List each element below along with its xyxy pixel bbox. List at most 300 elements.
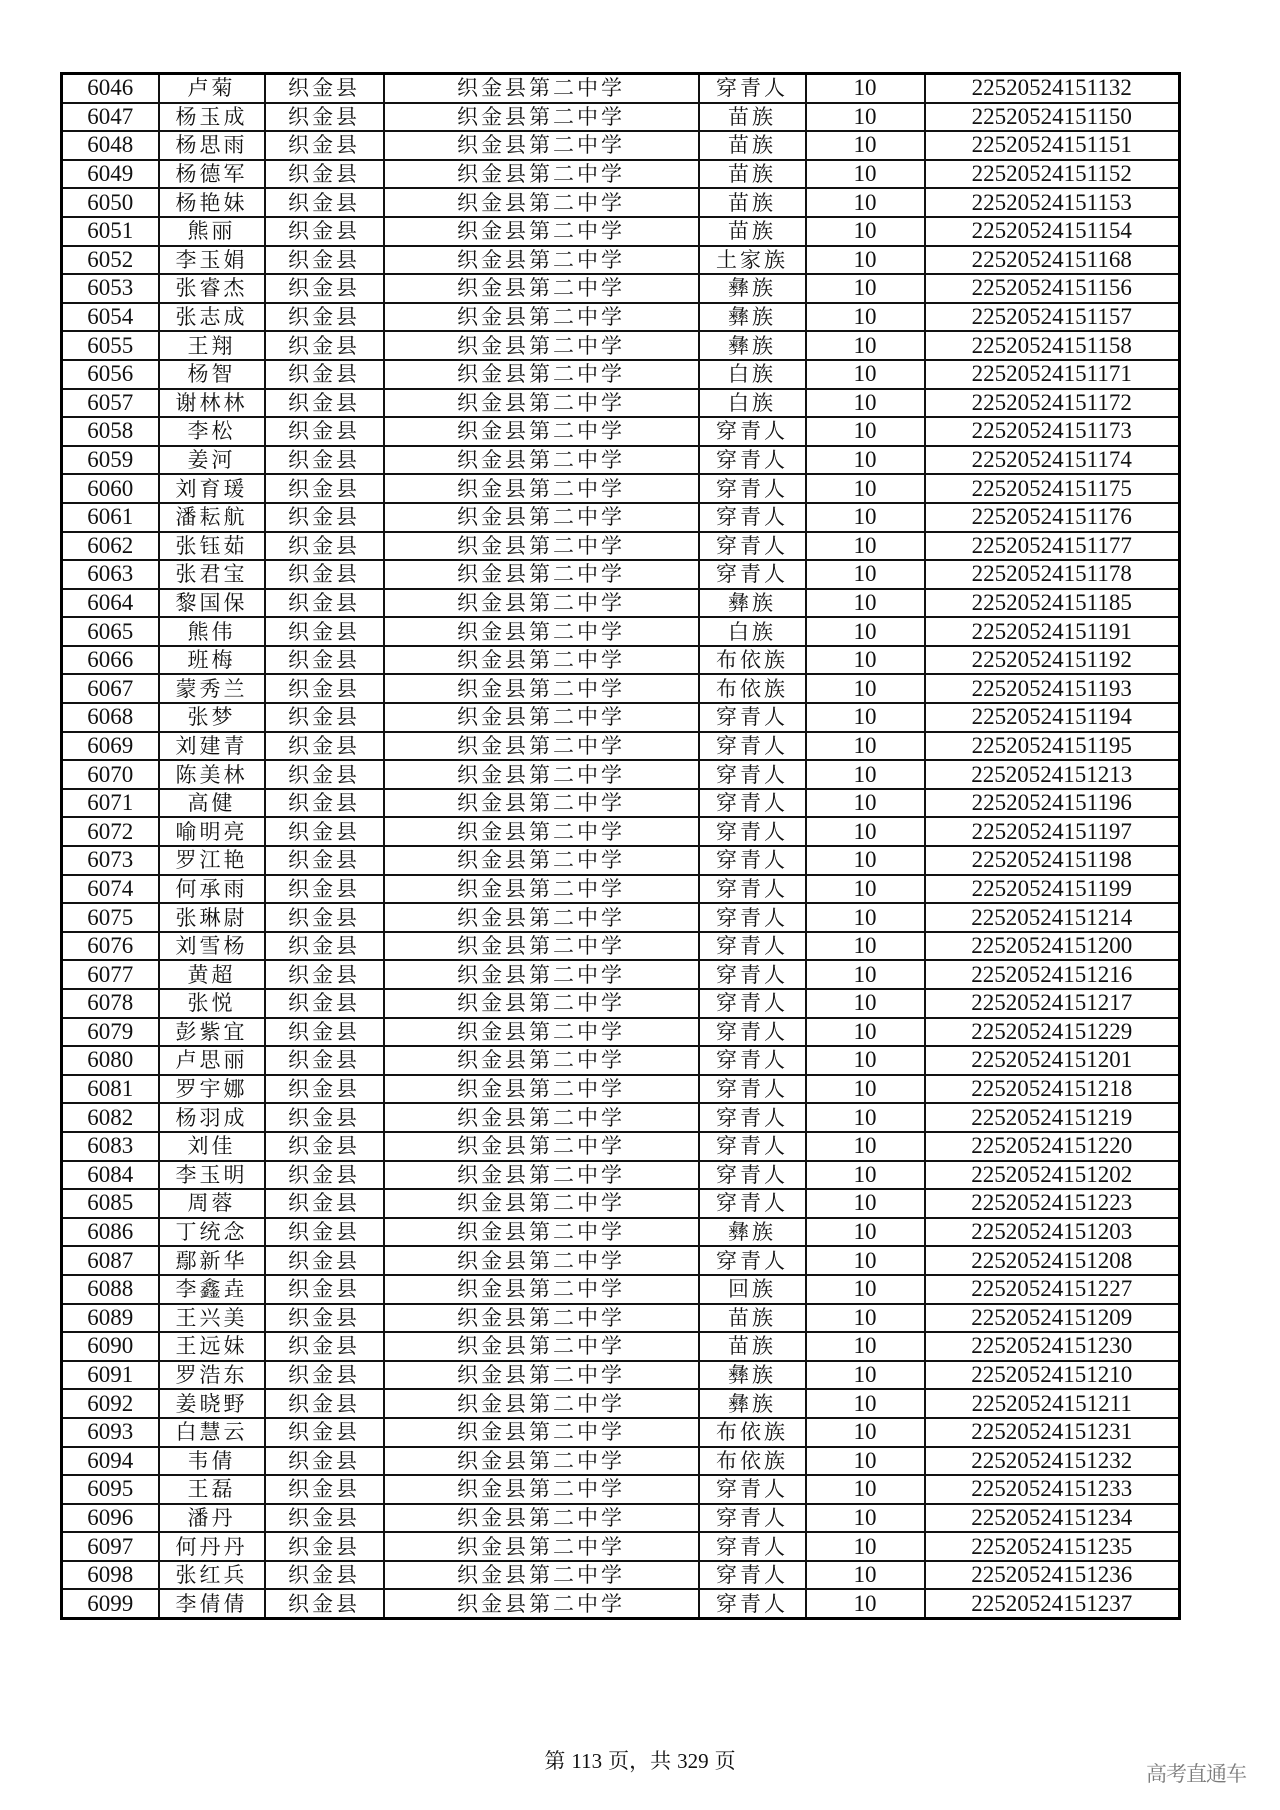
- name-cell: 张琳尉: [159, 903, 265, 932]
- registration-id-cell: 22520524151158: [925, 331, 1180, 360]
- county-cell: 织金县: [265, 532, 384, 561]
- points-cell: 10: [806, 246, 925, 275]
- name-cell: 黄超: [159, 960, 265, 989]
- name-cell: 李鑫垚: [159, 1275, 265, 1304]
- registration-id-cell: 22520524151193: [925, 674, 1180, 703]
- total-pages-number: 329: [677, 1749, 709, 1773]
- name-cell: 丁统念: [159, 1218, 265, 1247]
- row-number-cell: 6069: [62, 732, 159, 761]
- row-number-cell: 6090: [62, 1332, 159, 1361]
- school-cell: 织金县第二中学: [384, 960, 699, 989]
- row-number-cell: 6059: [62, 446, 159, 475]
- school-cell: 织金县第二中学: [384, 732, 699, 761]
- name-cell: 刘育瑗: [159, 474, 265, 503]
- registration-id-cell: 22520524151213: [925, 760, 1180, 789]
- registration-id-cell: 22520524151176: [925, 503, 1180, 532]
- table-row: [62, 1189, 1180, 1218]
- county-cell: 织金县: [265, 160, 384, 189]
- county-cell: 织金县: [265, 1246, 384, 1275]
- ethnicity-cell: 白族: [699, 389, 806, 418]
- ethnicity-cell: 彝族: [699, 331, 806, 360]
- registration-id-cell: 22520524151194: [925, 703, 1180, 732]
- school-cell: 织金县第二中学: [384, 1046, 699, 1075]
- name-cell: 熊伟: [159, 617, 265, 646]
- points-cell: 10: [806, 903, 925, 932]
- table-row: [62, 589, 1180, 618]
- footer-middle: 页，共: [608, 1749, 672, 1773]
- school-cell: 织金县第二中学: [384, 1018, 699, 1047]
- ethnicity-cell: 白族: [699, 617, 806, 646]
- name-cell: 班梅: [159, 646, 265, 675]
- county-cell: 织金县: [265, 1304, 384, 1333]
- name-cell: 谢林林: [159, 389, 265, 418]
- ethnicity-cell: 穿青人: [699, 1075, 806, 1104]
- name-cell: 卢菊: [159, 74, 265, 103]
- registration-id-cell: 22520524151223: [925, 1189, 1180, 1218]
- ethnicity-cell: 布依族: [699, 674, 806, 703]
- registration-id-cell: 22520524151214: [925, 903, 1180, 932]
- county-cell: 织金县: [265, 589, 384, 618]
- registration-id-cell: 22520524151218: [925, 1075, 1180, 1104]
- points-cell: 10: [806, 389, 925, 418]
- registration-id-cell: 22520524151237: [925, 1589, 1180, 1618]
- name-cell: 韦倩: [159, 1447, 265, 1476]
- name-cell: 李松: [159, 417, 265, 446]
- row-number-cell: 6094: [62, 1447, 159, 1476]
- school-cell: 织金县第二中学: [384, 188, 699, 217]
- points-cell: 10: [806, 1018, 925, 1047]
- row-number-cell: 6068: [62, 703, 159, 732]
- county-cell: 织金县: [265, 1189, 384, 1218]
- table-row: [62, 417, 1180, 446]
- county-cell: 织金县: [265, 875, 384, 904]
- school-cell: 织金县第二中学: [384, 1447, 699, 1476]
- name-cell: 喻明亮: [159, 817, 265, 846]
- registration-id-cell: 22520524151172: [925, 389, 1180, 418]
- name-cell: 张红兵: [159, 1561, 265, 1590]
- county-cell: 织金县: [265, 817, 384, 846]
- points-cell: 10: [806, 1475, 925, 1504]
- row-number-cell: 6049: [62, 160, 159, 189]
- county-cell: 织金县: [265, 1075, 384, 1104]
- row-number-cell: 6060: [62, 474, 159, 503]
- points-cell: 10: [806, 846, 925, 875]
- school-cell: 织金县第二中学: [384, 1304, 699, 1333]
- points-cell: 10: [806, 1075, 925, 1104]
- table-row: [62, 103, 1180, 132]
- name-cell: 蒙秀兰: [159, 674, 265, 703]
- ethnicity-cell: 苗族: [699, 160, 806, 189]
- county-cell: 织金县: [265, 1418, 384, 1447]
- registration-id-cell: 22520524151232: [925, 1447, 1180, 1476]
- points-cell: 10: [806, 1332, 925, 1361]
- points-cell: 10: [806, 360, 925, 389]
- ethnicity-cell: 穿青人: [699, 1246, 806, 1275]
- school-cell: 织金县第二中学: [384, 875, 699, 904]
- school-cell: 织金县第二中学: [384, 1275, 699, 1304]
- ethnicity-cell: 穿青人: [699, 703, 806, 732]
- points-cell: 10: [806, 1389, 925, 1418]
- ethnicity-cell: 穿青人: [699, 1504, 806, 1533]
- ethnicity-cell: 苗族: [699, 217, 806, 246]
- name-cell: 熊丽: [159, 217, 265, 246]
- name-cell: 姜河: [159, 446, 265, 475]
- row-number-cell: 6097: [62, 1532, 159, 1561]
- points-cell: 10: [806, 503, 925, 532]
- county-cell: 织金县: [265, 103, 384, 132]
- ethnicity-cell: 白族: [699, 360, 806, 389]
- row-number-cell: 6080: [62, 1046, 159, 1075]
- county-cell: 织金县: [265, 1161, 384, 1190]
- registration-id-cell: 22520524151178: [925, 560, 1180, 589]
- table-row: [62, 789, 1180, 818]
- registration-id-cell: 22520524151195: [925, 732, 1180, 761]
- school-cell: 织金县第二中学: [384, 1389, 699, 1418]
- points-cell: 10: [806, 875, 925, 904]
- row-number-cell: 6046: [62, 74, 159, 103]
- ethnicity-cell: 穿青人: [699, 1046, 806, 1075]
- footer-suffix: 页: [714, 1749, 736, 1773]
- registration-id-cell: 22520524151209: [925, 1304, 1180, 1333]
- school-cell: 织金县第二中学: [384, 1332, 699, 1361]
- county-cell: 织金县: [265, 1447, 384, 1476]
- ethnicity-cell: 彝族: [699, 303, 806, 332]
- points-cell: 10: [806, 1561, 925, 1590]
- school-cell: 织金县第二中学: [384, 74, 699, 103]
- ethnicity-cell: 彝族: [699, 274, 806, 303]
- table-row: [62, 1475, 1180, 1504]
- registration-id-cell: 22520524151153: [925, 188, 1180, 217]
- registration-id-cell: 22520524151219: [925, 1103, 1180, 1132]
- registration-id-cell: 22520524151203: [925, 1218, 1180, 1247]
- table-row: [62, 532, 1180, 561]
- name-cell: 杨德军: [159, 160, 265, 189]
- school-cell: 织金县第二中学: [384, 1561, 699, 1590]
- page-footer: [0, 1745, 1280, 1775]
- county-cell: 织金县: [265, 389, 384, 418]
- table-row: [62, 674, 1180, 703]
- name-cell: 杨智: [159, 360, 265, 389]
- school-cell: 织金县第二中学: [384, 360, 699, 389]
- school-cell: 织金县第二中学: [384, 1589, 699, 1618]
- school-cell: 织金县第二中学: [384, 1246, 699, 1275]
- points-cell: 10: [806, 1589, 925, 1618]
- points-cell: 10: [806, 1132, 925, 1161]
- school-cell: 织金县第二中学: [384, 217, 699, 246]
- county-cell: 织金县: [265, 932, 384, 961]
- points-cell: 10: [806, 188, 925, 217]
- ethnicity-cell: 布依族: [699, 1418, 806, 1447]
- school-cell: 织金县第二中学: [384, 160, 699, 189]
- table-row: [62, 131, 1180, 160]
- points-cell: 10: [806, 960, 925, 989]
- points-cell: 10: [806, 331, 925, 360]
- table-row: [62, 1246, 1180, 1275]
- registration-id-cell: 22520524151192: [925, 646, 1180, 675]
- points-cell: 10: [806, 589, 925, 618]
- school-cell: 织金县第二中学: [384, 303, 699, 332]
- ethnicity-cell: 苗族: [699, 1304, 806, 1333]
- school-cell: 织金县第二中学: [384, 446, 699, 475]
- points-cell: 10: [806, 1103, 925, 1132]
- school-cell: 织金县第二中学: [384, 246, 699, 275]
- county-cell: 织金县: [265, 1504, 384, 1533]
- school-cell: 织金县第二中学: [384, 760, 699, 789]
- ethnicity-cell: 穿青人: [699, 446, 806, 475]
- name-cell: 高健: [159, 789, 265, 818]
- registration-id-cell: 22520524151174: [925, 446, 1180, 475]
- table-row: [62, 703, 1180, 732]
- registration-id-cell: 22520524151208: [925, 1246, 1180, 1275]
- name-cell: 杨艳妹: [159, 188, 265, 217]
- points-cell: 10: [806, 1046, 925, 1075]
- school-cell: 织金县第二中学: [384, 1189, 699, 1218]
- county-cell: 织金县: [265, 732, 384, 761]
- school-cell: 织金县第二中学: [384, 674, 699, 703]
- points-cell: 10: [806, 1418, 925, 1447]
- ethnicity-cell: 穿青人: [699, 1132, 806, 1161]
- registration-id-cell: 22520524151230: [925, 1332, 1180, 1361]
- county-cell: 织金县: [265, 1361, 384, 1390]
- registration-id-cell: 22520524151154: [925, 217, 1180, 246]
- name-cell: 王兴美: [159, 1304, 265, 1333]
- county-cell: 织金县: [265, 703, 384, 732]
- county-cell: 织金县: [265, 474, 384, 503]
- ethnicity-cell: 穿青人: [699, 846, 806, 875]
- school-cell: 织金县第二中学: [384, 331, 699, 360]
- row-number-cell: 6086: [62, 1218, 159, 1247]
- row-number-cell: 6073: [62, 846, 159, 875]
- registration-id-cell: 22520524151201: [925, 1046, 1180, 1075]
- current-page-number: 113: [571, 1749, 603, 1773]
- registration-id-cell: 22520524151197: [925, 817, 1180, 846]
- school-cell: 织金县第二中学: [384, 560, 699, 589]
- points-cell: 10: [806, 789, 925, 818]
- ethnicity-cell: 穿青人: [699, 417, 806, 446]
- registration-id-cell: 22520524151200: [925, 932, 1180, 961]
- name-cell: 彭紫宜: [159, 1018, 265, 1047]
- ethnicity-cell: 回族: [699, 1275, 806, 1304]
- county-cell: 织金县: [265, 1389, 384, 1418]
- county-cell: 织金县: [265, 331, 384, 360]
- row-number-cell: 6058: [62, 417, 159, 446]
- table-row: [62, 1161, 1180, 1190]
- row-number-cell: 6056: [62, 360, 159, 389]
- table-row: [62, 1075, 1180, 1104]
- table-row: [62, 817, 1180, 846]
- ethnicity-cell: 布依族: [699, 1447, 806, 1476]
- ethnicity-cell: 苗族: [699, 188, 806, 217]
- row-number-cell: 6083: [62, 1132, 159, 1161]
- table-row: [62, 1389, 1180, 1418]
- name-cell: 李玉娟: [159, 246, 265, 275]
- table-row: [62, 188, 1180, 217]
- school-cell: 织金县第二中学: [384, 274, 699, 303]
- registration-id-cell: 22520524151231: [925, 1418, 1180, 1447]
- table-row: [62, 1532, 1180, 1561]
- county-cell: 织金县: [265, 960, 384, 989]
- table-row: [62, 560, 1180, 589]
- table-row: [62, 1589, 1180, 1618]
- points-cell: 10: [806, 1447, 925, 1476]
- row-number-cell: 6096: [62, 1504, 159, 1533]
- county-cell: 织金县: [265, 617, 384, 646]
- table-row: [62, 646, 1180, 675]
- points-cell: 10: [806, 303, 925, 332]
- points-cell: 10: [806, 617, 925, 646]
- points-cell: 10: [806, 674, 925, 703]
- points-cell: 10: [806, 131, 925, 160]
- county-cell: 织金县: [265, 1561, 384, 1590]
- name-cell: 何丹丹: [159, 1532, 265, 1561]
- table-row: [62, 160, 1180, 189]
- row-number-cell: 6079: [62, 1018, 159, 1047]
- name-cell: 白慧云: [159, 1418, 265, 1447]
- points-cell: 10: [806, 217, 925, 246]
- county-cell: 织金县: [265, 1475, 384, 1504]
- points-cell: 10: [806, 103, 925, 132]
- registration-id-cell: 22520524151191: [925, 617, 1180, 646]
- table-row: [62, 303, 1180, 332]
- row-number-cell: 6066: [62, 646, 159, 675]
- row-number-cell: 6050: [62, 188, 159, 217]
- registration-id-cell: 22520524151175: [925, 474, 1180, 503]
- table-row: [62, 274, 1180, 303]
- school-cell: 织金县第二中学: [384, 817, 699, 846]
- school-cell: 织金县第二中学: [384, 532, 699, 561]
- row-number-cell: 6072: [62, 817, 159, 846]
- table-row: [62, 1361, 1180, 1390]
- row-number-cell: 6082: [62, 1103, 159, 1132]
- school-cell: 织金县第二中学: [384, 846, 699, 875]
- row-number-cell: 6062: [62, 532, 159, 561]
- row-number-cell: 6085: [62, 1189, 159, 1218]
- points-cell: 10: [806, 532, 925, 561]
- row-number-cell: 6099: [62, 1589, 159, 1618]
- ethnicity-cell: 穿青人: [699, 760, 806, 789]
- school-cell: 织金县第二中学: [384, 1103, 699, 1132]
- table-row: [62, 932, 1180, 961]
- county-cell: 织金县: [265, 503, 384, 532]
- ethnicity-cell: 彝族: [699, 589, 806, 618]
- row-number-cell: 6071: [62, 789, 159, 818]
- row-number-cell: 6084: [62, 1161, 159, 1190]
- registration-id-cell: 22520524151220: [925, 1132, 1180, 1161]
- row-number-cell: 6047: [62, 103, 159, 132]
- row-number-cell: 6077: [62, 960, 159, 989]
- registration-id-cell: 22520524151173: [925, 417, 1180, 446]
- row-number-cell: 6051: [62, 217, 159, 246]
- county-cell: 织金县: [265, 560, 384, 589]
- table-row: [62, 732, 1180, 761]
- table-body: [62, 74, 1180, 1619]
- ethnicity-cell: 穿青人: [699, 732, 806, 761]
- registration-id-cell: 22520524151235: [925, 1532, 1180, 1561]
- county-cell: 织金县: [265, 646, 384, 675]
- registration-id-cell: 22520524151168: [925, 246, 1180, 275]
- school-cell: 织金县第二中学: [384, 1361, 699, 1390]
- school-cell: 织金县第二中学: [384, 131, 699, 160]
- registration-id-cell: 22520524151171: [925, 360, 1180, 389]
- row-number-cell: 6067: [62, 674, 159, 703]
- school-cell: 织金县第二中学: [384, 646, 699, 675]
- school-cell: 织金县第二中学: [384, 789, 699, 818]
- name-cell: 张志成: [159, 303, 265, 332]
- table-row: [62, 1304, 1180, 1333]
- points-cell: 10: [806, 646, 925, 675]
- table-row: [62, 446, 1180, 475]
- county-cell: 织金县: [265, 74, 384, 103]
- registration-id-cell: 22520524151199: [925, 875, 1180, 904]
- county-cell: 织金县: [265, 1018, 384, 1047]
- ethnicity-cell: 穿青人: [699, 1161, 806, 1190]
- table-row: [62, 1132, 1180, 1161]
- registration-id-cell: 22520524151132: [925, 74, 1180, 103]
- name-cell: 潘丹: [159, 1504, 265, 1533]
- points-cell: 10: [806, 1189, 925, 1218]
- school-cell: 织金县第二中学: [384, 1075, 699, 1104]
- school-cell: 织金县第二中学: [384, 1161, 699, 1190]
- points-cell: 10: [806, 417, 925, 446]
- row-number-cell: 6088: [62, 1275, 159, 1304]
- school-cell: 织金县第二中学: [384, 989, 699, 1018]
- footer-prefix: 第: [544, 1749, 566, 1773]
- row-number-cell: 6092: [62, 1389, 159, 1418]
- county-cell: 织金县: [265, 789, 384, 818]
- points-cell: 10: [806, 732, 925, 761]
- points-cell: 10: [806, 760, 925, 789]
- county-cell: 织金县: [265, 360, 384, 389]
- ethnicity-cell: 穿青人: [699, 789, 806, 818]
- county-cell: 织金县: [265, 1589, 384, 1618]
- points-cell: 10: [806, 1275, 925, 1304]
- table-row: [62, 903, 1180, 932]
- registration-id-cell: 22520524151157: [925, 303, 1180, 332]
- name-cell: 刘雪杨: [159, 932, 265, 961]
- ethnicity-cell: 苗族: [699, 1332, 806, 1361]
- ethnicity-cell: 布依族: [699, 646, 806, 675]
- points-cell: 10: [806, 989, 925, 1018]
- name-cell: 张君宝: [159, 560, 265, 589]
- table-row: [62, 360, 1180, 389]
- name-cell: 张梦: [159, 703, 265, 732]
- registration-id-cell: 22520524151151: [925, 131, 1180, 160]
- name-cell: 潘耘航: [159, 503, 265, 532]
- name-cell: 李倩倩: [159, 1589, 265, 1618]
- table-row: [62, 1218, 1180, 1247]
- county-cell: 织金县: [265, 1275, 384, 1304]
- ethnicity-cell: 彝族: [699, 1361, 806, 1390]
- school-cell: 织金县第二中学: [384, 503, 699, 532]
- registration-id-cell: 22520524151185: [925, 589, 1180, 618]
- table-row: [62, 989, 1180, 1018]
- name-cell: 杨玉成: [159, 103, 265, 132]
- name-cell: 张睿杰: [159, 274, 265, 303]
- table-row: [62, 1046, 1180, 1075]
- name-cell: 李玉明: [159, 1161, 265, 1190]
- registration-id-cell: 22520524151177: [925, 532, 1180, 561]
- registration-id-cell: 22520524151210: [925, 1361, 1180, 1390]
- registration-id-cell: 22520524151150: [925, 103, 1180, 132]
- ethnicity-cell: 穿青人: [699, 532, 806, 561]
- table-row: [62, 1447, 1180, 1476]
- county-cell: 织金县: [265, 1046, 384, 1075]
- county-cell: 织金县: [265, 274, 384, 303]
- name-cell: 王磊: [159, 1475, 265, 1504]
- points-cell: 10: [806, 1218, 925, 1247]
- school-cell: 织金县第二中学: [384, 474, 699, 503]
- table-row: [62, 1418, 1180, 1447]
